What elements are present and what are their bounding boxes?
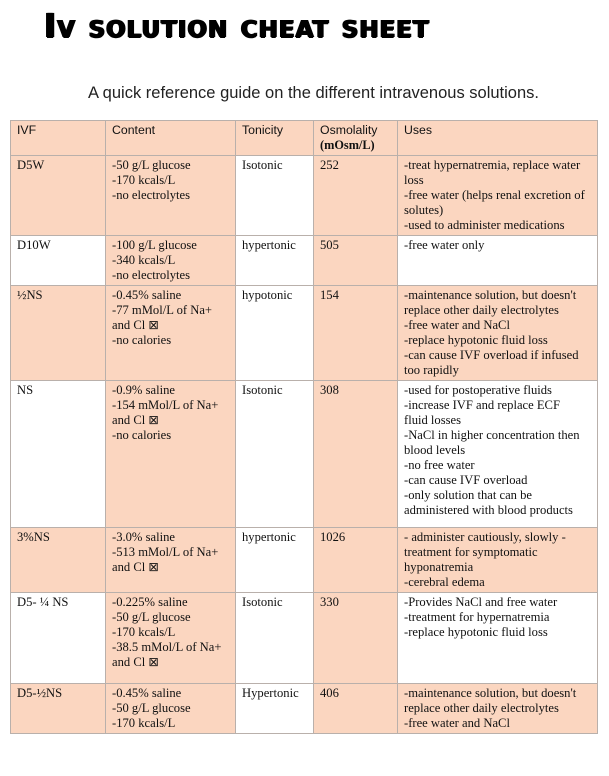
cell-osmolality: 330 bbox=[314, 593, 398, 684]
cell-content-line: -no electrolytes bbox=[112, 188, 190, 202]
cell-uses-line: administered with blood products bbox=[404, 503, 573, 517]
table-row bbox=[11, 236, 598, 286]
cell-uses-line: -maintenance solution, but doesn't bbox=[404, 288, 577, 302]
table-row bbox=[11, 286, 598, 381]
cell-tonicity: hypertonic bbox=[236, 236, 314, 286]
cell-osmolality: 505 bbox=[314, 236, 398, 286]
cell-uses-line: -can cause IVF overload if infused bbox=[404, 348, 579, 362]
header-uses: Uses bbox=[398, 121, 598, 156]
cell-ivf: D5-½NS bbox=[11, 684, 106, 734]
cell-content-line: and Cl ⊠ bbox=[112, 560, 159, 574]
cell-tonicity: Hypertonic bbox=[236, 684, 314, 734]
cell-uses-line: -used for postoperative fluids bbox=[404, 383, 552, 397]
cell-uses-line: -free water and NaCl bbox=[404, 716, 510, 730]
cell-content-line: -0.9% saline bbox=[112, 383, 175, 397]
iv-solution-table bbox=[10, 120, 598, 734]
table-row bbox=[11, 528, 598, 593]
table-row bbox=[11, 684, 598, 734]
cell-uses-line: -increase IVF and replace ECF bbox=[404, 398, 560, 412]
cell-content-line: -77 mMol/L of Na+ bbox=[112, 303, 213, 317]
cell-uses-line: -treatment for hypernatremia bbox=[404, 610, 550, 624]
cell-content-line: and Cl ⊠ bbox=[112, 655, 159, 669]
cell-tonicity: hypertonic bbox=[236, 528, 314, 593]
header-content: Content bbox=[106, 121, 236, 156]
cell-content bbox=[106, 286, 236, 381]
table-body bbox=[11, 156, 598, 734]
cell-uses-line: blood levels bbox=[404, 443, 466, 457]
cell-uses-line: -NaCl in higher concentration then bbox=[404, 428, 580, 442]
header-tonicity: Tonicity bbox=[236, 121, 314, 156]
cell-uses-line: -cerebral edema bbox=[404, 575, 485, 589]
cell-uses-line: -maintenance solution, but doesn't bbox=[404, 686, 577, 700]
cell-content-line: -0.45% saline bbox=[112, 288, 182, 302]
cell-osmolality: 1026 bbox=[314, 528, 398, 593]
cell-content bbox=[106, 684, 236, 734]
header-ivf: IVF bbox=[11, 121, 106, 156]
cell-content-line: -50 g/L glucose bbox=[112, 610, 191, 624]
cell-uses bbox=[398, 236, 598, 286]
cell-content bbox=[106, 381, 236, 528]
cell-content-line: -100 g/L glucose bbox=[112, 238, 197, 252]
cell-content-line: -no calories bbox=[112, 428, 172, 442]
cell-content-line: -170 kcals/L bbox=[112, 625, 176, 639]
cell-content-line: -170 kcals/L bbox=[112, 716, 176, 730]
cell-content bbox=[106, 593, 236, 684]
cell-uses-line: solutes) bbox=[404, 203, 444, 217]
table-row bbox=[11, 156, 598, 236]
header-osmolality bbox=[314, 121, 398, 156]
cell-content-line: -38.5 mMol/L of Na+ bbox=[112, 640, 222, 654]
cell-content-line: -no electrolytes bbox=[112, 268, 190, 282]
cell-uses-line: loss bbox=[404, 173, 424, 187]
cell-uses-line: replace other daily electrolytes bbox=[404, 701, 559, 715]
cell-tonicity: Isotonic bbox=[236, 156, 314, 236]
cell-content-line: and Cl ⊠ bbox=[112, 413, 159, 427]
cell-osmolality: 252 bbox=[314, 156, 398, 236]
cell-content-line: -0.45% saline bbox=[112, 686, 182, 700]
table-row bbox=[11, 593, 598, 684]
cell-content-line: -170 kcals/L bbox=[112, 173, 176, 187]
cell-content-line: -340 kcals/L bbox=[112, 253, 176, 267]
cell-uses bbox=[398, 286, 598, 381]
page-subtitle: A quick reference guide on the different intravenous solutions. bbox=[88, 84, 539, 102]
cell-osmolality: 406 bbox=[314, 684, 398, 734]
cell-uses-line: too rapidly bbox=[404, 363, 459, 377]
cell-uses-line: -treat hypernatremia, replace water bbox=[404, 158, 581, 172]
cell-tonicity: Isotonic bbox=[236, 381, 314, 528]
cell-content bbox=[106, 236, 236, 286]
cell-ivf: 3%NS bbox=[11, 528, 106, 593]
cell-uses-line: -no free water bbox=[404, 458, 475, 472]
cell-uses-line: -replace hypotonic fluid loss bbox=[404, 625, 548, 639]
cell-content bbox=[106, 528, 236, 593]
cell-content-line: -50 g/L glucose bbox=[112, 158, 191, 172]
table-header-row bbox=[11, 121, 598, 156]
cell-content-line: -513 mMol/L of Na+ bbox=[112, 545, 219, 559]
cell-content-line: -50 g/L glucose bbox=[112, 701, 191, 715]
cell-tonicity: Isotonic bbox=[236, 593, 314, 684]
cell-uses-line: -free water only bbox=[404, 238, 485, 252]
cell-uses-line: -can cause IVF overload bbox=[404, 473, 528, 487]
cell-uses-line: fluid losses bbox=[404, 413, 462, 427]
header-osmolality-unit: (mOsm/L) bbox=[320, 138, 375, 152]
cell-uses-line: -only solution that can be bbox=[404, 488, 533, 502]
cell-osmolality: 308 bbox=[314, 381, 398, 528]
page-title: Iv solution cheat sheet bbox=[44, 6, 430, 45]
cell-content-line: -3.0% saline bbox=[112, 530, 175, 544]
cell-uses bbox=[398, 593, 598, 684]
cell-uses-line: -free water (helps renal excretion of bbox=[404, 188, 585, 202]
cell-content-line: and Cl ⊠ bbox=[112, 318, 159, 332]
cell-content-line: -no calories bbox=[112, 333, 172, 347]
cell-uses-line: hyponatremia bbox=[404, 560, 474, 574]
cell-ivf: D5W bbox=[11, 156, 106, 236]
cell-uses bbox=[398, 528, 598, 593]
cell-ivf: NS bbox=[11, 381, 106, 528]
table-row bbox=[11, 381, 598, 528]
cell-tonicity: hypotonic bbox=[236, 286, 314, 381]
cell-uses bbox=[398, 684, 598, 734]
cell-uses-line: - administer cautiously, slowly - bbox=[404, 530, 566, 544]
cell-uses-line: -free water and NaCl bbox=[404, 318, 510, 332]
cell-osmolality: 154 bbox=[314, 286, 398, 381]
cell-ivf: D10W bbox=[11, 236, 106, 286]
cell-ivf: ½NS bbox=[11, 286, 106, 381]
cell-content-line: -154 mMol/L of Na+ bbox=[112, 398, 219, 412]
cell-ivf: D5- ¼ NS bbox=[11, 593, 106, 684]
header-osmolality-label: Osmolality bbox=[320, 123, 378, 137]
cell-uses-line: -replace hypotonic fluid loss bbox=[404, 333, 548, 347]
cell-uses-line: treatment for symptomatic bbox=[404, 545, 538, 559]
cell-content-line: -0.225% saline bbox=[112, 595, 188, 609]
cell-uses-line: replace other daily electrolytes bbox=[404, 303, 559, 317]
cell-uses bbox=[398, 156, 598, 236]
cell-uses-line: -used to administer medications bbox=[404, 218, 565, 232]
cell-uses bbox=[398, 381, 598, 528]
cell-uses-line: -Provides NaCl and free water bbox=[404, 595, 558, 609]
cell-content bbox=[106, 156, 236, 236]
